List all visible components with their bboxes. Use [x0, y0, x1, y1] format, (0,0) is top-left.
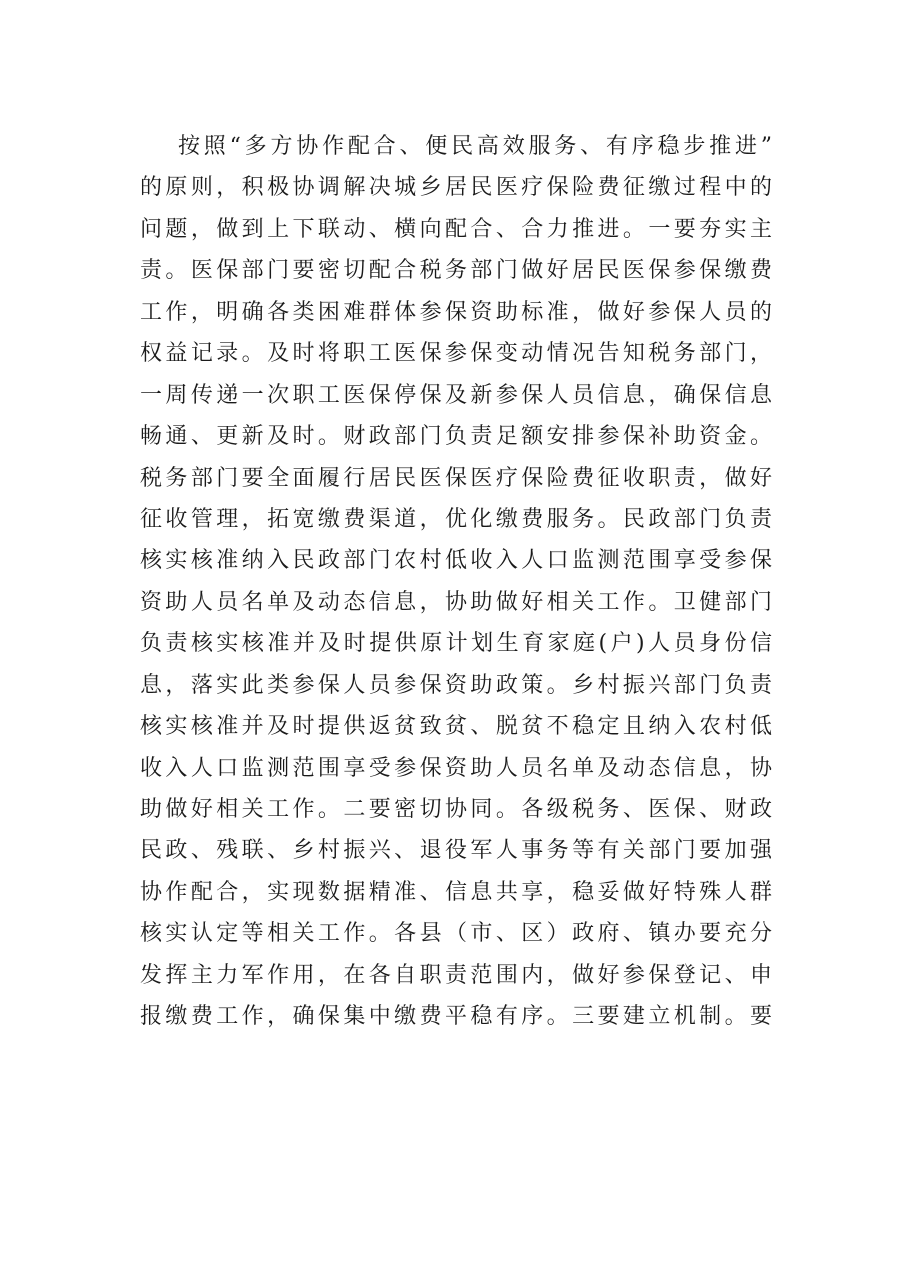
- paragraph-line: 的原则，积极协调解决城乡居民医疗保险费征缴过程中的: [140, 175, 772, 201]
- paragraph-line: 发挥主力军作用，在各自职责范围内，做好参保登记、申: [140, 962, 772, 988]
- paragraph-line: 资助人员名单及动态信息，协助做好相关工作。卫健部门: [140, 589, 772, 615]
- body-paragraph: [140, 126, 772, 1038]
- paragraph-line: 协作配合，实现数据精准、信息共享，稳妥做好特殊人群: [140, 879, 772, 905]
- paragraph-line: 畅通、更新及时。财政部门负责足额安排参保补助资金。: [140, 424, 772, 450]
- paragraph-line: 税务部门要全面履行居民医保医疗保险费征收职责，做好: [140, 465, 772, 491]
- paragraph-line: 一周传递一次职工医保停保及新参保人员信息，确保信息: [140, 382, 772, 408]
- paragraph-line: 责。医保部门要密切配合税务部门做好居民医保参保缴费: [140, 258, 772, 284]
- paragraph-line: 收入人口监测范围享受参保资助人员名单及动态信息，协: [140, 755, 772, 781]
- paragraph-line: 问题，做到上下联动、横向配合、合力推进。一要夯实主: [140, 216, 772, 242]
- paragraph-line: 核实认定等相关工作。各县（市、区）政府、镇办要充分: [140, 921, 772, 947]
- paragraph-line: 按照“多方协作配合、便民高效服务、有序稳步推进”: [178, 134, 772, 159]
- paragraph-line: 工作，明确各类困难群体参保资助标准，做好参保人员的: [140, 299, 772, 325]
- paragraph-line: 负责核实核准并及时提供原计划生育家庭(户)人员身份信: [140, 631, 772, 657]
- paragraph-line: 核实核准并及时提供返贫致贫、脱贫不稳定且纳入农村低: [140, 714, 772, 740]
- paragraph-line: 民政、残联、乡村振兴、退役军人事务等有关部门要加强: [140, 838, 772, 864]
- paragraph-line: 征收管理，拓宽缴费渠道，优化缴费服务。民政部门负责: [140, 506, 772, 532]
- paragraph-line: 报缴费工作，确保集中缴费平稳有序。三要建立机制。要: [140, 1004, 772, 1030]
- paragraph-line: 权益记录。及时将职工医保参保变动情况告知税务部门，: [140, 341, 772, 367]
- paragraph-line: 息，落实此类参保人员参保资助政策。乡村振兴部门负责: [140, 672, 772, 698]
- paragraph-line: 助做好相关工作。二要密切协同。各级税务、医保、财政: [140, 797, 772, 822]
- paragraph-line: 核实核准纳入民政部门农村低收入人口监测范围享受参保: [140, 548, 772, 574]
